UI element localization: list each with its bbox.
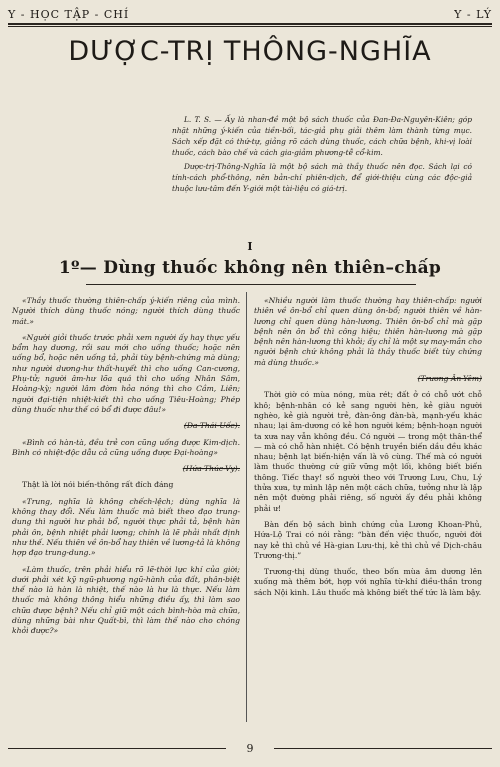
body-paragraph: Bàn đến bộ sách bình chứng của Lương Khoan-Phủ, Hứa-Lộ Trai có nói rằng: “bàn đến việc thuốc, người đời nay kẻ thì chủ về Hà-gian Lưu-thị, kẻ thì chủ về Dịch-châu Trương-thị.” <box>254 519 482 560</box>
editor-note-paragraph: L. T. S. — Ấy là nhan-đề một bộ sách thuốc của Đan-Đa-Nguyên-Kiên; góp nhặt những ý-kiến của tiền-bối, tác-giả phụ giải thêm làm thành từng mục. Sách xếp đặt có thứ-tự, giảng rõ cách dùng thuốc, cách chữa bệnh, khi-vị loài thuốc, cách bào chế và cách gia-giảm phương-tễ cổ-kim. <box>172 115 472 157</box>
editor-note-paragraph: Dược-trị-Thông-Nghĩa là một bộ sách mà thầy thuốc nên đọc. Sách lại có tính-cách phổ-thông, nên bản-chí phiên-dịch, để giới-thiệu cùng các độc-giả thuộc lưu-tâm đến Y-giới một tài-liệu có giá-trị. <box>172 162 472 193</box>
body-paragraph: «Bình có hàn-tà, đều trẻ con cũng uống được Kim-dịch. Bình có nhiệt-độc dẫu cả cũng uống được Đại-hoàng» <box>12 437 240 457</box>
citation: (Đa-Thái-Uốc). <box>183 421 240 431</box>
citation: (Hứa-Thúc-Vy). <box>182 464 240 474</box>
page-number: 9 <box>246 742 254 755</box>
column-divider <box>246 292 247 722</box>
body-paragraph: Trương-thị dùng thuốc, theo bốn mùa âm dương lên xuống mà thêm bớt, hợp với nghĩa từ-khí điều-thần trong sách Nội kinh. Lâu thuốc mà không biết thế tức là làm bậy. <box>254 567 482 597</box>
header-rule <box>8 23 492 25</box>
header-journal-name: Y - HỌC TẬP - CHÍ <box>8 8 130 21</box>
article-title: DƯỢC-TRỊ THÔNG-NGHĨA <box>68 36 432 67</box>
citation: (Trương Ân-Yêm) <box>417 374 482 384</box>
body-paragraph: «Trung, nghĩa là không chếch-lệch; dùng nghĩa là không thay đổi. Nếu làm thuốc mà biết theo đạo trung-dung thì người hư phải bổ, người thực phải tả, bệnh hàn phải ôn, bệnh nhiệt phải lương; chính là lẽ phải nhất định như thế. Nếu thiên về ôn-bổ hay thiên về lương-tả là không hợp đạo trung-dung.» <box>12 496 240 558</box>
body-paragraph: «Nhiều người làm thuốc thường hay thiên-chấp: người thiên về ôn-bổ chỉ quen dùng ôn-bổ; người thiên về hàn-lương chỉ quen dùng hàn-lương. Thiên ôn-bổ chỉ mà gặp bệnh nên ôn bổ thì công hiệu; thiên hàn-lương mà gặp bệnh nên hàn-lương thì khỏi; ấy chỉ là một sự may-mắn cho người bệnh chứ không phải là thầy thuốc biết tùy chứng mà dùng thuốc.» <box>254 296 482 367</box>
body-paragraph: «Thầy thuốc thường thiên-chấp ý-kiến riêng của mình. Người thích dùng thuốc nóng; người thích dùng thuốc mát.» <box>12 296 240 326</box>
left-column <box>12 296 240 643</box>
right-column <box>254 296 482 604</box>
body-paragraph: «Làm thuốc, trên phải hiểu rõ lẽ-thời lực khí của giời; dưới phải xét kỹ ngũ-phương ngũ-hành của đất, phân-biệt thế nào là hàn là nhiệt, thế nào là hư là thực. Nếu làm thuốc mà không thông hiểu những điều ấy, thì làm sao chữa được bệnh? Nếu chỉ giữ một cách bình-hòa mà chữa, dùng những bài như Quất-bì, thì làm thế nào cho chóng khỏi được?» <box>12 564 240 636</box>
chapter-rule <box>86 284 416 285</box>
section-number: I <box>247 240 253 253</box>
body-paragraph: Thời giờ có mùa nóng, mùa rét; đất ở có chỗ ướt chỗ khô; bệnh-nhân có kẻ sang người hèn, kẻ giàu người nghèo, kẻ già người trẻ, đàn-ông đàn-bà, mạnh-yếu khác nhau; lại âm-dương có kẻ hơn người kém; bệnh-hoạn người ta xưa nay vẫn không đều. Có người — trong một thân-thể — mà có chỗ hàn nhiệt. Có bệnh truyền biến dầu đều khác nhau; bệnh lạt biến-hiện vấn là vô cùng. Thế mà có người làm thuốc thường cứ giữ vững một lối, không biết biến thông. Tiếc thay! số người theo với Trương Lưu, Chu, Lý thửa xưa, tự mình lập nên một cách chữa, tưởng như là lập nên một đường phải riêng, số người ấy đều phải không phải ư! <box>254 390 482 513</box>
running-header <box>8 6 492 22</box>
editor-note <box>172 114 472 197</box>
body-paragraph: «Người giỏi thuốc trước phải xem người ấy hay thực yếu bẩm hay dương, rồi sau mới cho uống thuốc; hoặc nên uống bổ, hoặc nên uống tả, phải tùy bệnh-chứng mà dùng; như người dương-hư thất-huyết thì cho uống Can-cương, Phụ-tử; người âm-hư lõa quá thì cho uống Nhân Sâm, Hoàng-kỳ; người lâm đờm hỏa nóng thì cho Cầm, Liên; người đại-tiện nhiệt-kiết thì cho uống Tiêu-Hoàng; Phép dùng thuốc như thế có bổ đi được đâu!» <box>12 332 240 414</box>
header-section-name: Y - LÝ <box>454 8 492 21</box>
chapter-heading: 1º— Dùng thuốc không nên thiên–chấp <box>58 258 442 278</box>
header-rule-thin <box>8 26 492 27</box>
body-paragraph: Thật là lời nói biến-thông rất đích đáng <box>22 480 174 490</box>
